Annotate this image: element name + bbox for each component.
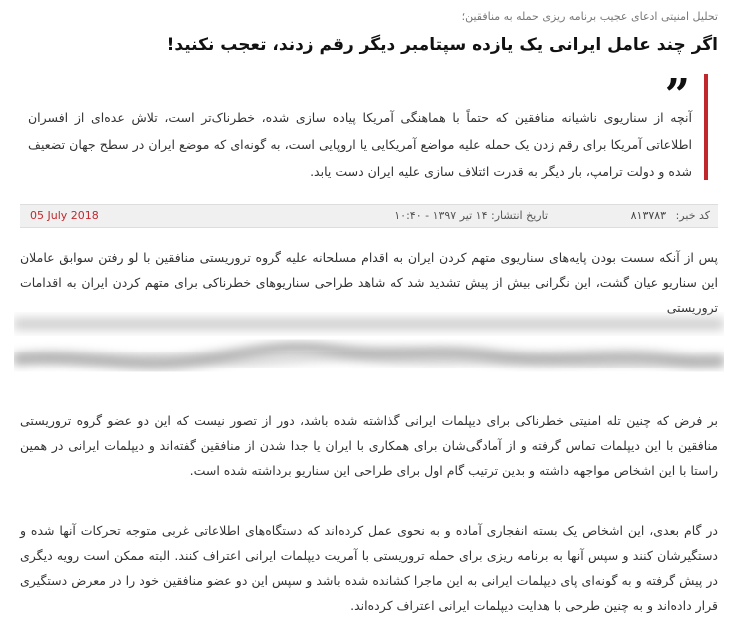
- lead-quote-box: [20, 70, 708, 180]
- article-kicker[interactable]: تحلیل امنیتی ادعای عجیب برنامه ریزی حمله به منافقین؛: [461, 10, 718, 23]
- publish-date: تاریخ انتشار: ۱۴ تیر ۱۳۹۷ - ۱۰:۴۰: [394, 209, 548, 222]
- news-code-label: کد خبر:: [675, 209, 710, 222]
- body-paragraph-2: بر فرض که چنین تله امنیتی خطرناکی برای دیپلمات ایرانی گذاشته شده باشد، دور از تصور نیست که این دو عضو گروه تروریستی منافقین با این دیپلمات تماس گرفته و از آمادگی‌شان برای همکاری با ایران یا جدا شدن از منافقین گفته‌اند و دیپلمات ایرانی در همین راستا با این اشخاص مواجهه داشته و بدین ترتیب گام اول برای طراحی این سناریو برداشته شده است.: [20, 413, 718, 478]
- blurred-content: [14, 312, 724, 392]
- publish-date-en: 05 July 2018: [30, 209, 99, 222]
- article-meta-bar: [20, 204, 718, 228]
- body-paragraph-3: در گام بعدی، این اشخاص یک بسته انفجاری آماده و به نحوی عمل کرده‌اند که دستگاه‌های اطلاعاتی غربی متوجه تحرکات آنها شده و دستگیرشان کنند و سپس آنها به برنامه ریزی برای حمله تروریستی با آمریت دیپلمات ایرانی اعتراف کنند. البته ممکن است رویه دیگری در پیش گرفته و به گونه‌ای پای دیپلمات ایرانی به این ماجرا کشانده شده باشد و سپس این دو عضو منافقین خود را در معرض دستگیری قرار داده‌اند و به چنین طرحی با هدایت دیپلمات ایرانی اعتراف کرده‌اند.: [20, 523, 718, 613]
- quote-icon: ”: [664, 70, 690, 121]
- body-paragraph-1: پس از آنکه سست بودن پایه‌های سناریوی متهم کردن ایران به اقدام مسلحانه علیه گروه تروریستی منافقین با لو رفتن سوابق عاملان این سناریو عیان گشت، این نگرانی بیش از پیش تشدید شد که شاهد طراحی سناریوهای خطرناکی برای متهم کردن ایران به اقدامات تروریستی: [20, 250, 718, 315]
- news-code-value: ۸۱۳۷۸۳: [630, 209, 667, 222]
- news-code: [631, 205, 710, 227]
- lead-text: آنچه از سناریوی ناشیانه منافقین که حتماً با هماهنگی آمریکا پیاده سازی شده، خطرناک‌تر است، تلاش عده‌ای از افسران اطلاعاتی آمریکا برای رقم زدن یک حمله علیه مواضع آمریکایی یا اروپایی است، به گونه‌ای که موضع ایران در سطح جهان تضعیف شده و دولت ترامپ، بار دیگر به قدرت ائتلاف سازی علیه ایران دست یابد.: [28, 110, 692, 179]
- article-headline[interactable]: اگر چند عامل ایرانی یک یازده سپتامبر دیگر رقم زدند، تعجب نکنید!: [166, 35, 718, 55]
